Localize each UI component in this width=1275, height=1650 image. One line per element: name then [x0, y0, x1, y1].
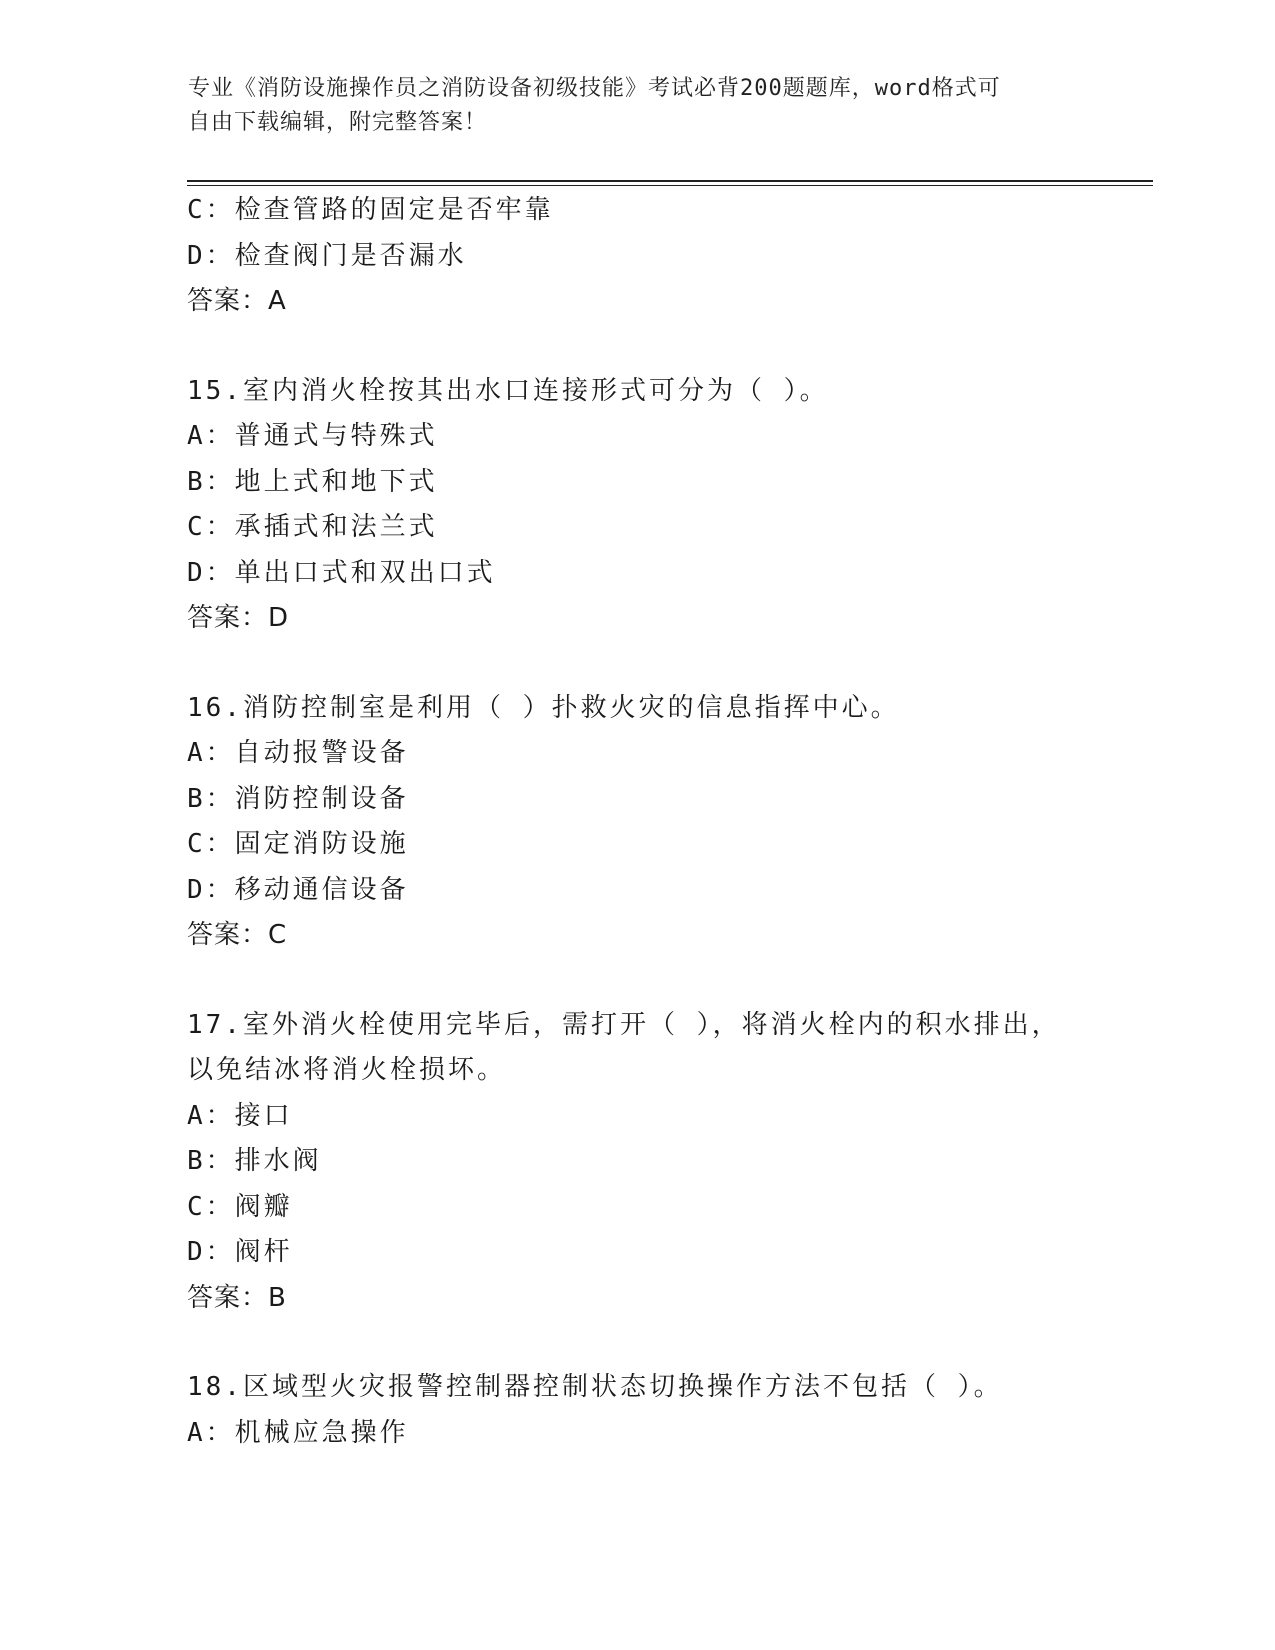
header-line-2: 自由下载编辑，附完整答案！ — [188, 110, 488, 135]
header-line-1: 专业《消防设施操作员之消防设备初级技能》考试必背200题题库，word格式可 — [188, 76, 1001, 101]
option-c: C：阀瓣 — [187, 1191, 293, 1222]
answer-line: 答案：D — [187, 603, 290, 633]
spacer — [187, 959, 1087, 1003]
question-list — [187, 188, 1087, 1456]
option-a: A：普通式与特殊式 — [187, 421, 438, 451]
question-block-16 — [187, 686, 1087, 959]
option-d: D：移动通信设备 — [187, 874, 409, 905]
question-stem: 16.消防控制室是利用（ ）扑救火灾的信息指挥中心。 — [187, 692, 900, 723]
spacer — [187, 642, 1087, 686]
question-stem-continued: 以免结冰将消火栓损坏。 — [187, 1055, 507, 1085]
option-a: A：机械应急操作 — [187, 1417, 409, 1448]
option-c: C：检查管路的固定是否牢靠 — [187, 195, 554, 225]
option-d: D：检查阀门是否漏水 — [187, 240, 467, 271]
option-d: D：单出口式和双出口式 — [187, 557, 496, 588]
answer-line: 答案：C — [187, 920, 288, 950]
option-a: A：接口 — [187, 1100, 293, 1131]
option-d: D：阀杆 — [187, 1237, 293, 1267]
question-block-18 — [187, 1365, 1087, 1456]
question-stem: 18.区域型火灾报警控制器控制状态切换操作方法不包括（ ）。 — [187, 1372, 1003, 1402]
header-divider — [187, 180, 1153, 186]
answer-line: 答案：A — [187, 286, 287, 316]
option-b: B：排水阀 — [187, 1146, 322, 1176]
option-c: C：承插式和法兰式 — [187, 512, 438, 542]
option-b: B：消防控制设备 — [187, 783, 409, 814]
option-a: A：自动报警设备 — [187, 738, 409, 768]
spacer — [187, 1321, 1087, 1365]
question-stem: 17.室外消火栓使用完毕后，需打开（ ），将消火栓内的积水排出， — [187, 1009, 1061, 1040]
spacer — [187, 325, 1087, 369]
option-b: B：地上式和地下式 — [187, 466, 438, 497]
question-block-14 — [187, 188, 1087, 325]
question-block-17 — [187, 1003, 1087, 1322]
answer-line: 答案：B — [187, 1282, 287, 1313]
question-stem: 15.室内消火栓按其出水口连接形式可分为（ ）。 — [187, 375, 829, 406]
option-c: C：固定消防设施 — [187, 829, 409, 859]
document-header — [188, 72, 1068, 140]
question-block-15 — [187, 369, 1087, 642]
